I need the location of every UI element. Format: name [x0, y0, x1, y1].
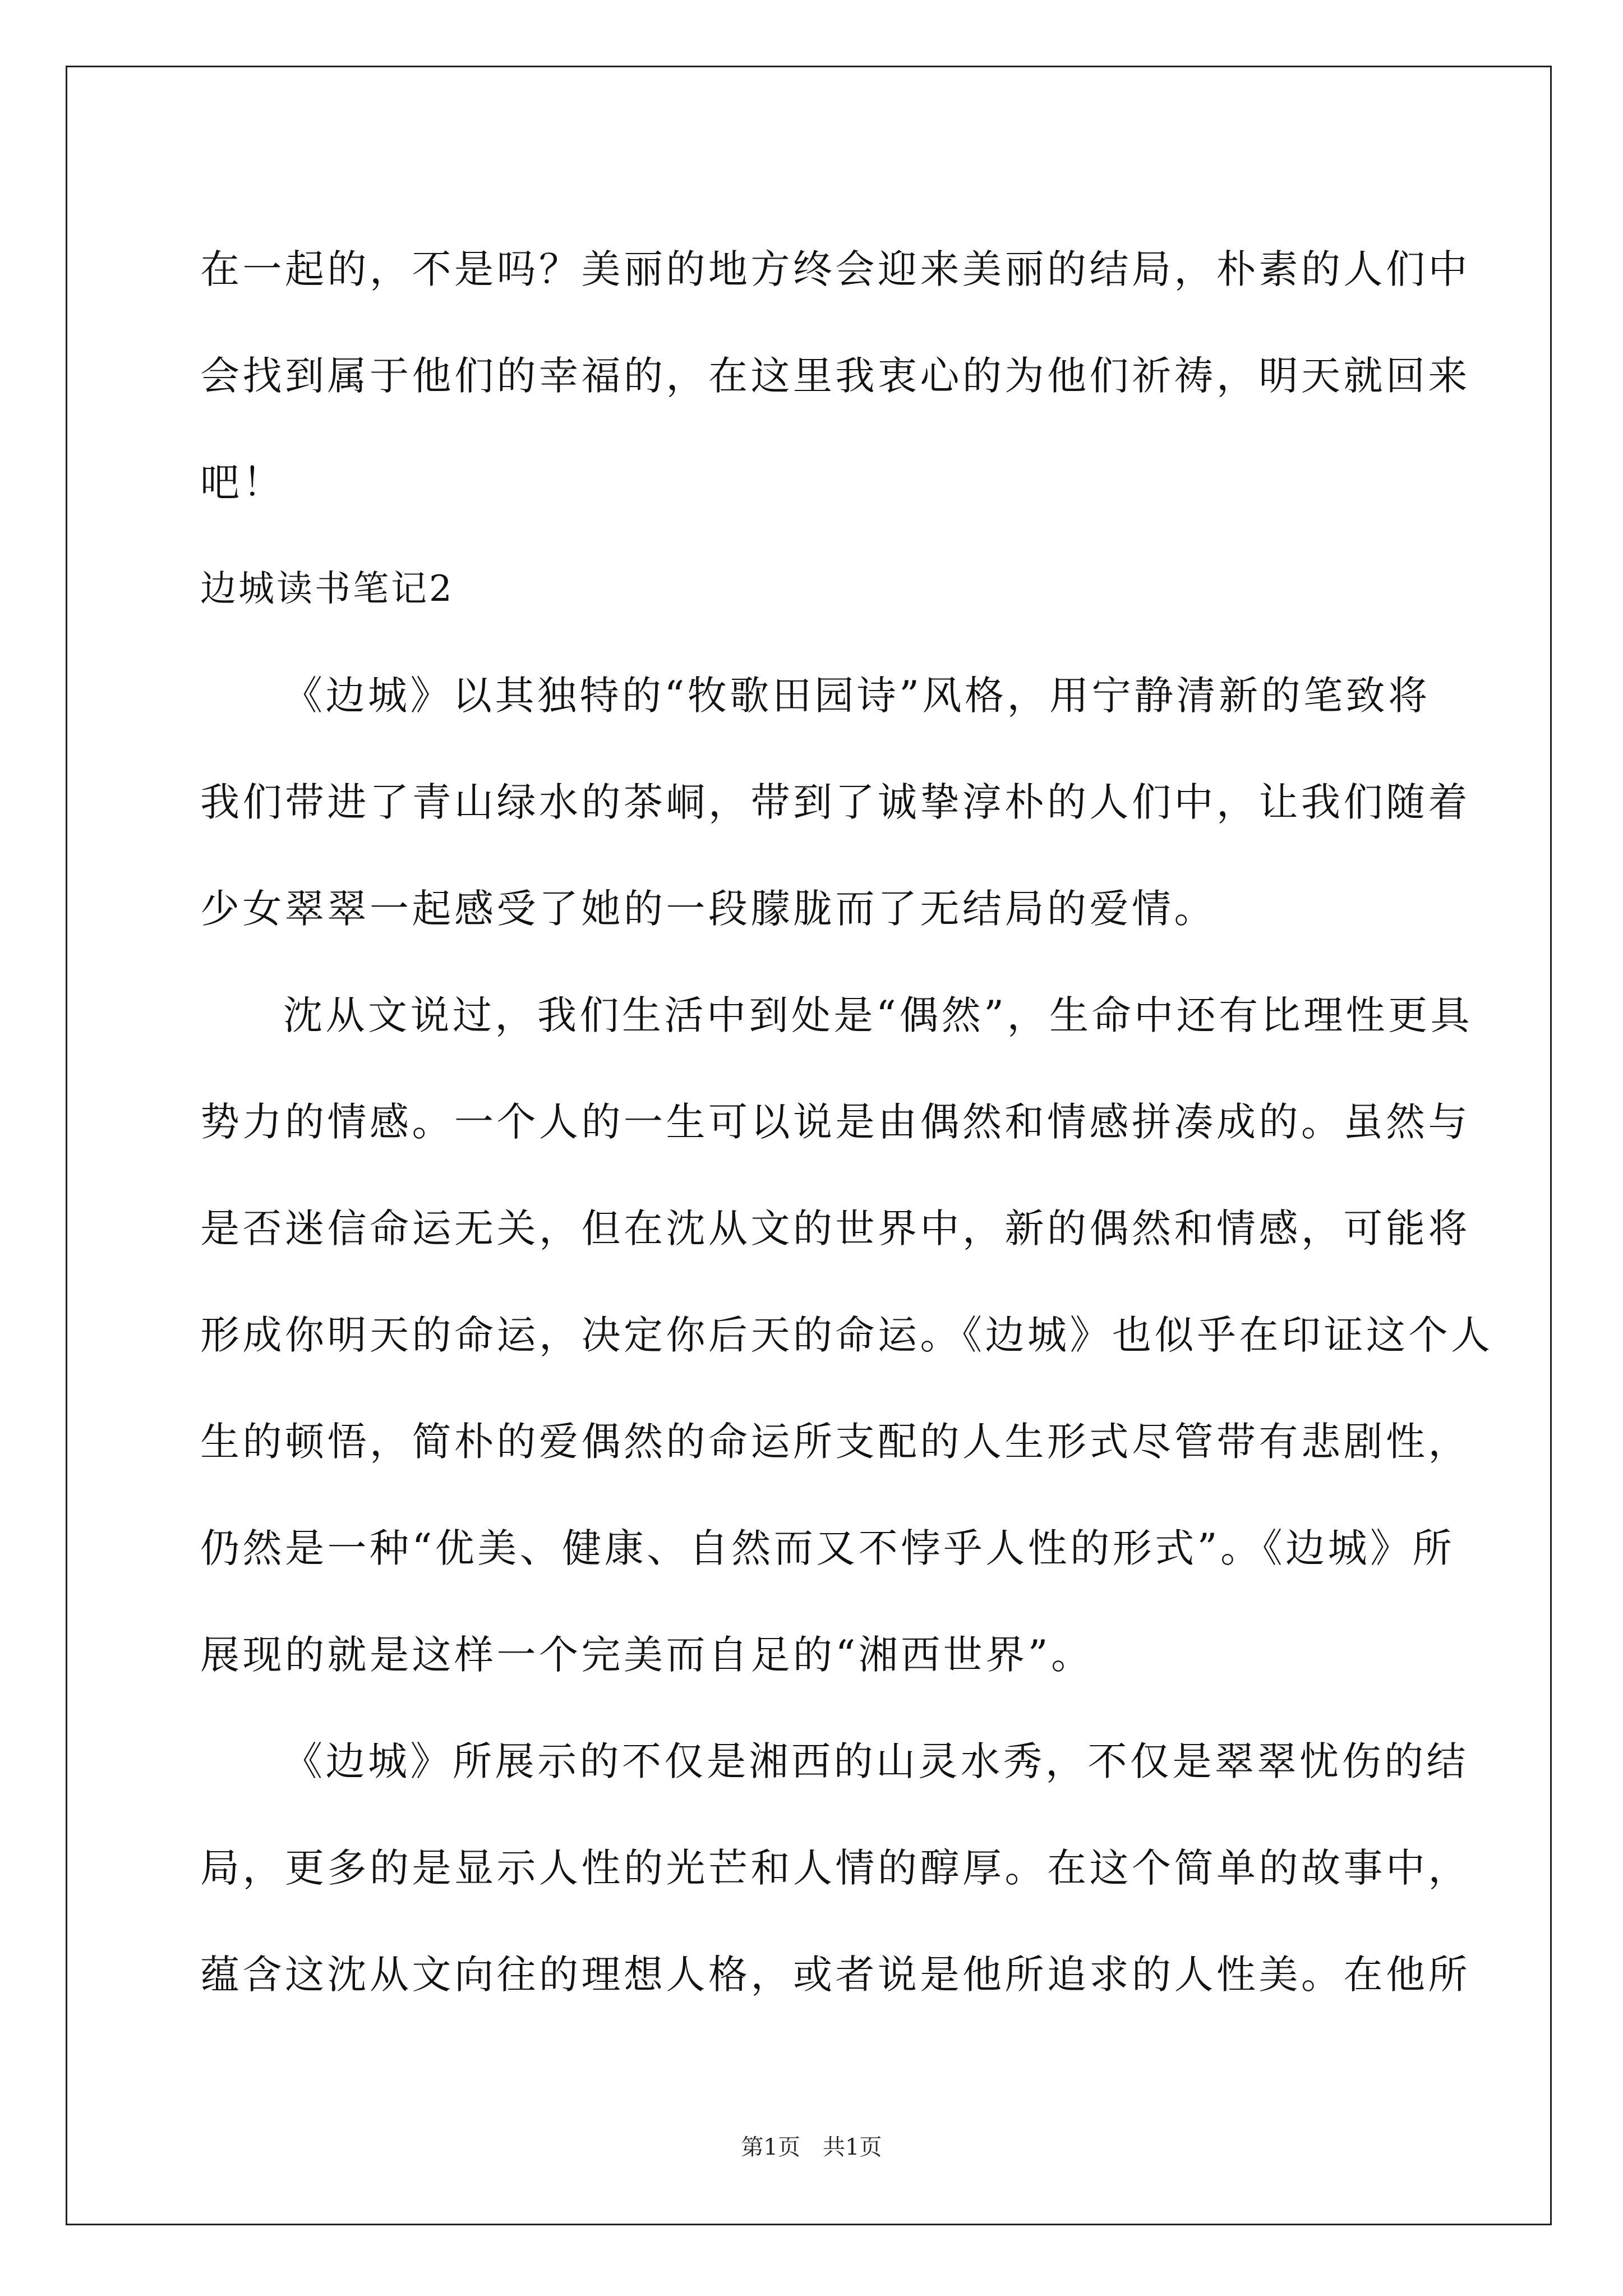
page-total: 共1页 [823, 2134, 882, 2160]
text-line: 是否迷信命运无关，但在沈从文的世界中，新的偶然和情感，可能将 [200, 1205, 1470, 1251]
paragraph-first-line: 沈从文说过，我们生活中到处是“偶然”，生命中还有比理性更具 [283, 992, 1473, 1038]
document-body [200, 216, 1493, 2028]
text-line: 蕴含这沈从文向往的理想人格，或者说是他所追求的人性美。在他所 [200, 1952, 1470, 1998]
paragraph-first-line: 《边城》以其独特的“牧歌田园诗”风格，用宁静清新的笔致将 [283, 673, 1431, 719]
page-number: 第1页 [741, 2134, 800, 2160]
text-line: 少女翠翠一起感受了她的一段朦胧而了无结局的爱情。 [200, 886, 1216, 932]
text-line: 仍然是一种“优美、健康、自然而又不悖乎人性的形式”。《边城》所 [200, 1525, 1455, 1571]
text-line: 吧！ [200, 459, 285, 505]
text-line: 我们带进了青山绿水的茶峒，带到了诚挚淳朴的人们中，让我们随着 [200, 779, 1470, 825]
paragraph-first-line: 《边城》所展示的不仅是湘西的山灵水秀，不仅是翠翠忧伤的结 [283, 1738, 1469, 1784]
text-line: 生的顿悟，简朴的爱偶然的命运所支配的人生形式尽管带有悲剧性， [200, 1419, 1470, 1465]
text-line: 会找到属于他们的幸福的，在这里我衷心的为他们祈祷，明天就回来 [200, 353, 1470, 399]
section-heading: 边城读书笔记2 [200, 568, 454, 610]
text-line: 展现的就是这样一个完美而自足的“湘西世界”。 [200, 1632, 1094, 1678]
text-line: 形成你明天的命运，决定你后天的命运。《边城》也似乎在印证这个人 [200, 1312, 1493, 1358]
text-line: 局，更多的是显示人性的光芒和人情的醇厚。在这个简单的故事中， [200, 1845, 1470, 1891]
text-line: 在一起的，不是吗？美丽的地方终会迎来美丽的结局，朴素的人们中 [200, 246, 1470, 292]
text-line: 势力的情感。一个人的一生可以说是由偶然和情感拼凑成的。虽然与 [200, 1099, 1470, 1145]
page-footer [0, 2131, 1623, 2164]
